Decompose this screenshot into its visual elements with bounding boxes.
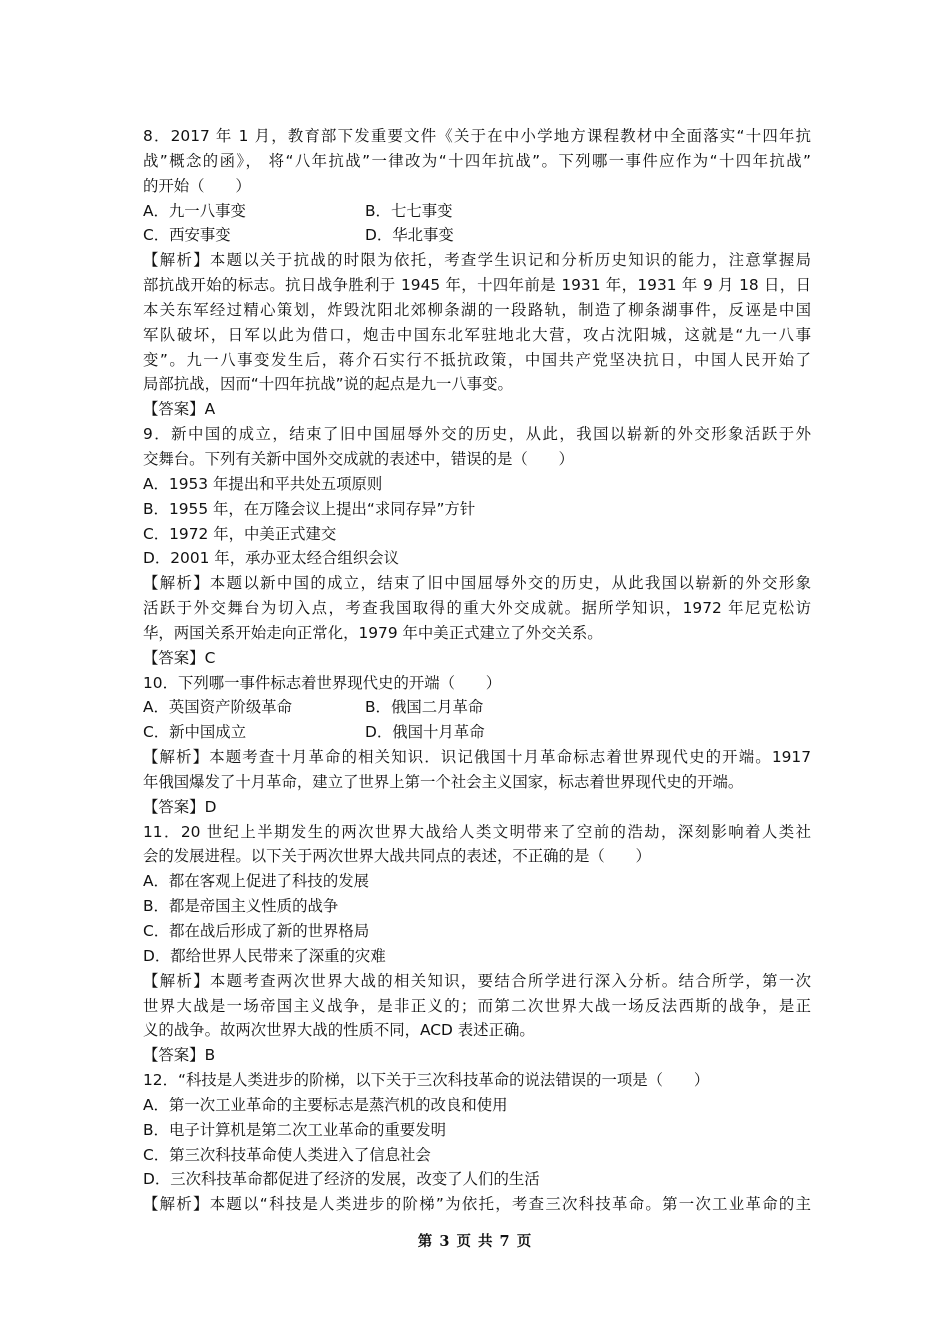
- text-line: 11．20 世纪上半期发生的两次世界大战给人类文明带来了空前的浩劫，深刻影响着人类社: [143, 822, 811, 841]
- text-line: 变”。九一八事变发生后，蒋介石实行不抵抗政策，中国共产党坚决抗日，中国人民开始了: [143, 350, 811, 369]
- text-line: 义的战争。故两次世界大战的性质不同，ACD 表述正确。: [143, 1021, 535, 1040]
- text-line: B．都是帝国主义性质的战争: [143, 897, 339, 916]
- option-text: D．华北事变: [365, 226, 454, 245]
- text-line: 【解析】本题以关于抗战的时限为依托，考查学生识记和分析历史知识的能力，注意掌握局: [143, 251, 811, 270]
- text-line: 【解析】本题考查两次世界大战的相关知识，要结合所学进行深入分析。结合所学，第一次: [143, 971, 811, 990]
- text-line: 的开始（ ）: [143, 176, 251, 195]
- text-line: 本关东军经过精心策划，炸毁沈阳北郊柳条湖的一段路轨，制造了柳条湖事件，反诬是中国: [143, 300, 811, 319]
- text-line: B．电子计算机是第二次工业革命的重要发明: [143, 1120, 446, 1139]
- text-line: A．第一次工业革命的主要标志是蒸汽机的改良和使用: [143, 1095, 508, 1114]
- option-text: B．俄国二月革命: [365, 698, 484, 717]
- option-row: [143, 199, 811, 224]
- text-line: 9．新中国的成立，结束了旧中国屈辱外交的历史，从此，我国以崭新的外交形象活跃于外: [143, 425, 811, 444]
- text-line: 【解析】本题以新中国的成立，结束了旧中国屈辱外交的历史，从此我国以崭新的外交形象: [143, 574, 811, 593]
- text-line: 【答案】B: [143, 1046, 216, 1065]
- option-row: [143, 720, 811, 745]
- text-line: 部抗战开始的标志。抗日战争胜利于 1945 年，十四年前是 1931 年，1931 年 9 月 18 日，日: [143, 276, 811, 295]
- text-line: 10．下列哪一事件标志着世界现代史的开端（ ）: [143, 673, 502, 692]
- option-text: A．英国资产阶级革命: [143, 698, 293, 717]
- option-row: [143, 695, 811, 720]
- option-text: A．九一八事变: [143, 201, 246, 220]
- text-line: 【解析】本题以“科技是人类进步的阶梯”为依托，考查三次科技革命。第一次工业革命的主: [143, 1195, 811, 1214]
- text-line: 军队破坏，日军以此为借口，炮击中国东北军驻地北大营，攻占沈阳城，这就是“九一八事: [143, 325, 811, 344]
- option-text: C．西安事变: [143, 226, 231, 245]
- text-line: D．三次科技革命都促进了经济的发展，改变了人们的生活: [143, 1170, 540, 1189]
- text-line: 【答案】D: [143, 797, 217, 816]
- text-line: D．2001 年，承办亚太经合组织会议: [143, 549, 399, 568]
- text-line: C．都在战后形成了新的世界格局: [143, 922, 370, 940]
- page-footer: 第 3 页 共 7 页: [417, 1233, 533, 1250]
- text-line: B．1955 年，在万隆会议上提出“求同存异”方针: [143, 499, 476, 518]
- option-text: C．新中国成立: [143, 723, 247, 742]
- page-content: [143, 124, 811, 1217]
- text-line: D．都给世界人民带来了深重的灾难: [143, 946, 386, 965]
- text-line: 【答案】C: [143, 648, 216, 667]
- text-line: 8．2017 年 1 月，教育部下发重要文件《关于在中小学地方课程教材中全面落实“十四年抗: [143, 127, 811, 145]
- option-row: [143, 223, 811, 248]
- text-line: 12．“科技是人类进步的阶梯，以下关于三次科技革命的说法错误的一项是（ ）: [143, 1071, 710, 1090]
- text-line: 【解析】本题考查十月革命的相关知识．识记俄国十月革命标志着世界现代史的开端。1917: [143, 748, 811, 767]
- text-line: 活跃于外交舞台为切入点，考查我国取得的重大外交成就。据所学知识，1972 年尼克松访: [143, 599, 811, 618]
- option-text: D．俄国十月革命: [365, 723, 485, 742]
- text-line: 【答案】A: [143, 400, 216, 419]
- text-line: C．1972 年，中美正式建交: [143, 524, 337, 543]
- text-line: A．都在客观上促进了科技的发展: [143, 872, 369, 891]
- text-line: 年俄国爆发了十月革命，建立了世界上第一个社会主义国家，标志着世界现代史的开端。: [143, 772, 744, 791]
- text-line: 华，两国关系开始走向正常化，1979 年中美正式建立了外交关系。: [143, 623, 603, 642]
- text-line: A．1953 年提出和平共处五项原则: [143, 474, 383, 493]
- text-line: C．第三次科技革命使人类进入了信息社会: [143, 1145, 431, 1164]
- text-line: 战”概念的函》， 将“八年抗战”一律改为“十四年抗战”。下列哪一事件应作为“十四年抗战”: [143, 151, 811, 170]
- text-line: 世界大战是一场帝国主义战争，是非正义的；而第二次世界大战一场反法西斯的战争，是正: [143, 996, 811, 1015]
- text-line: 交舞台。下列有关新中国外交成就的表述中，错误的是（ ）: [143, 449, 574, 468]
- option-text: B．七七事变: [365, 201, 453, 220]
- text-line: 局部抗战，因而“十四年抗战”说的起点是九一八事变。: [143, 375, 513, 394]
- text-line: 会的发展进程。以下关于两次世界大战共同点的表述，不正确的是（ ）: [143, 847, 651, 866]
